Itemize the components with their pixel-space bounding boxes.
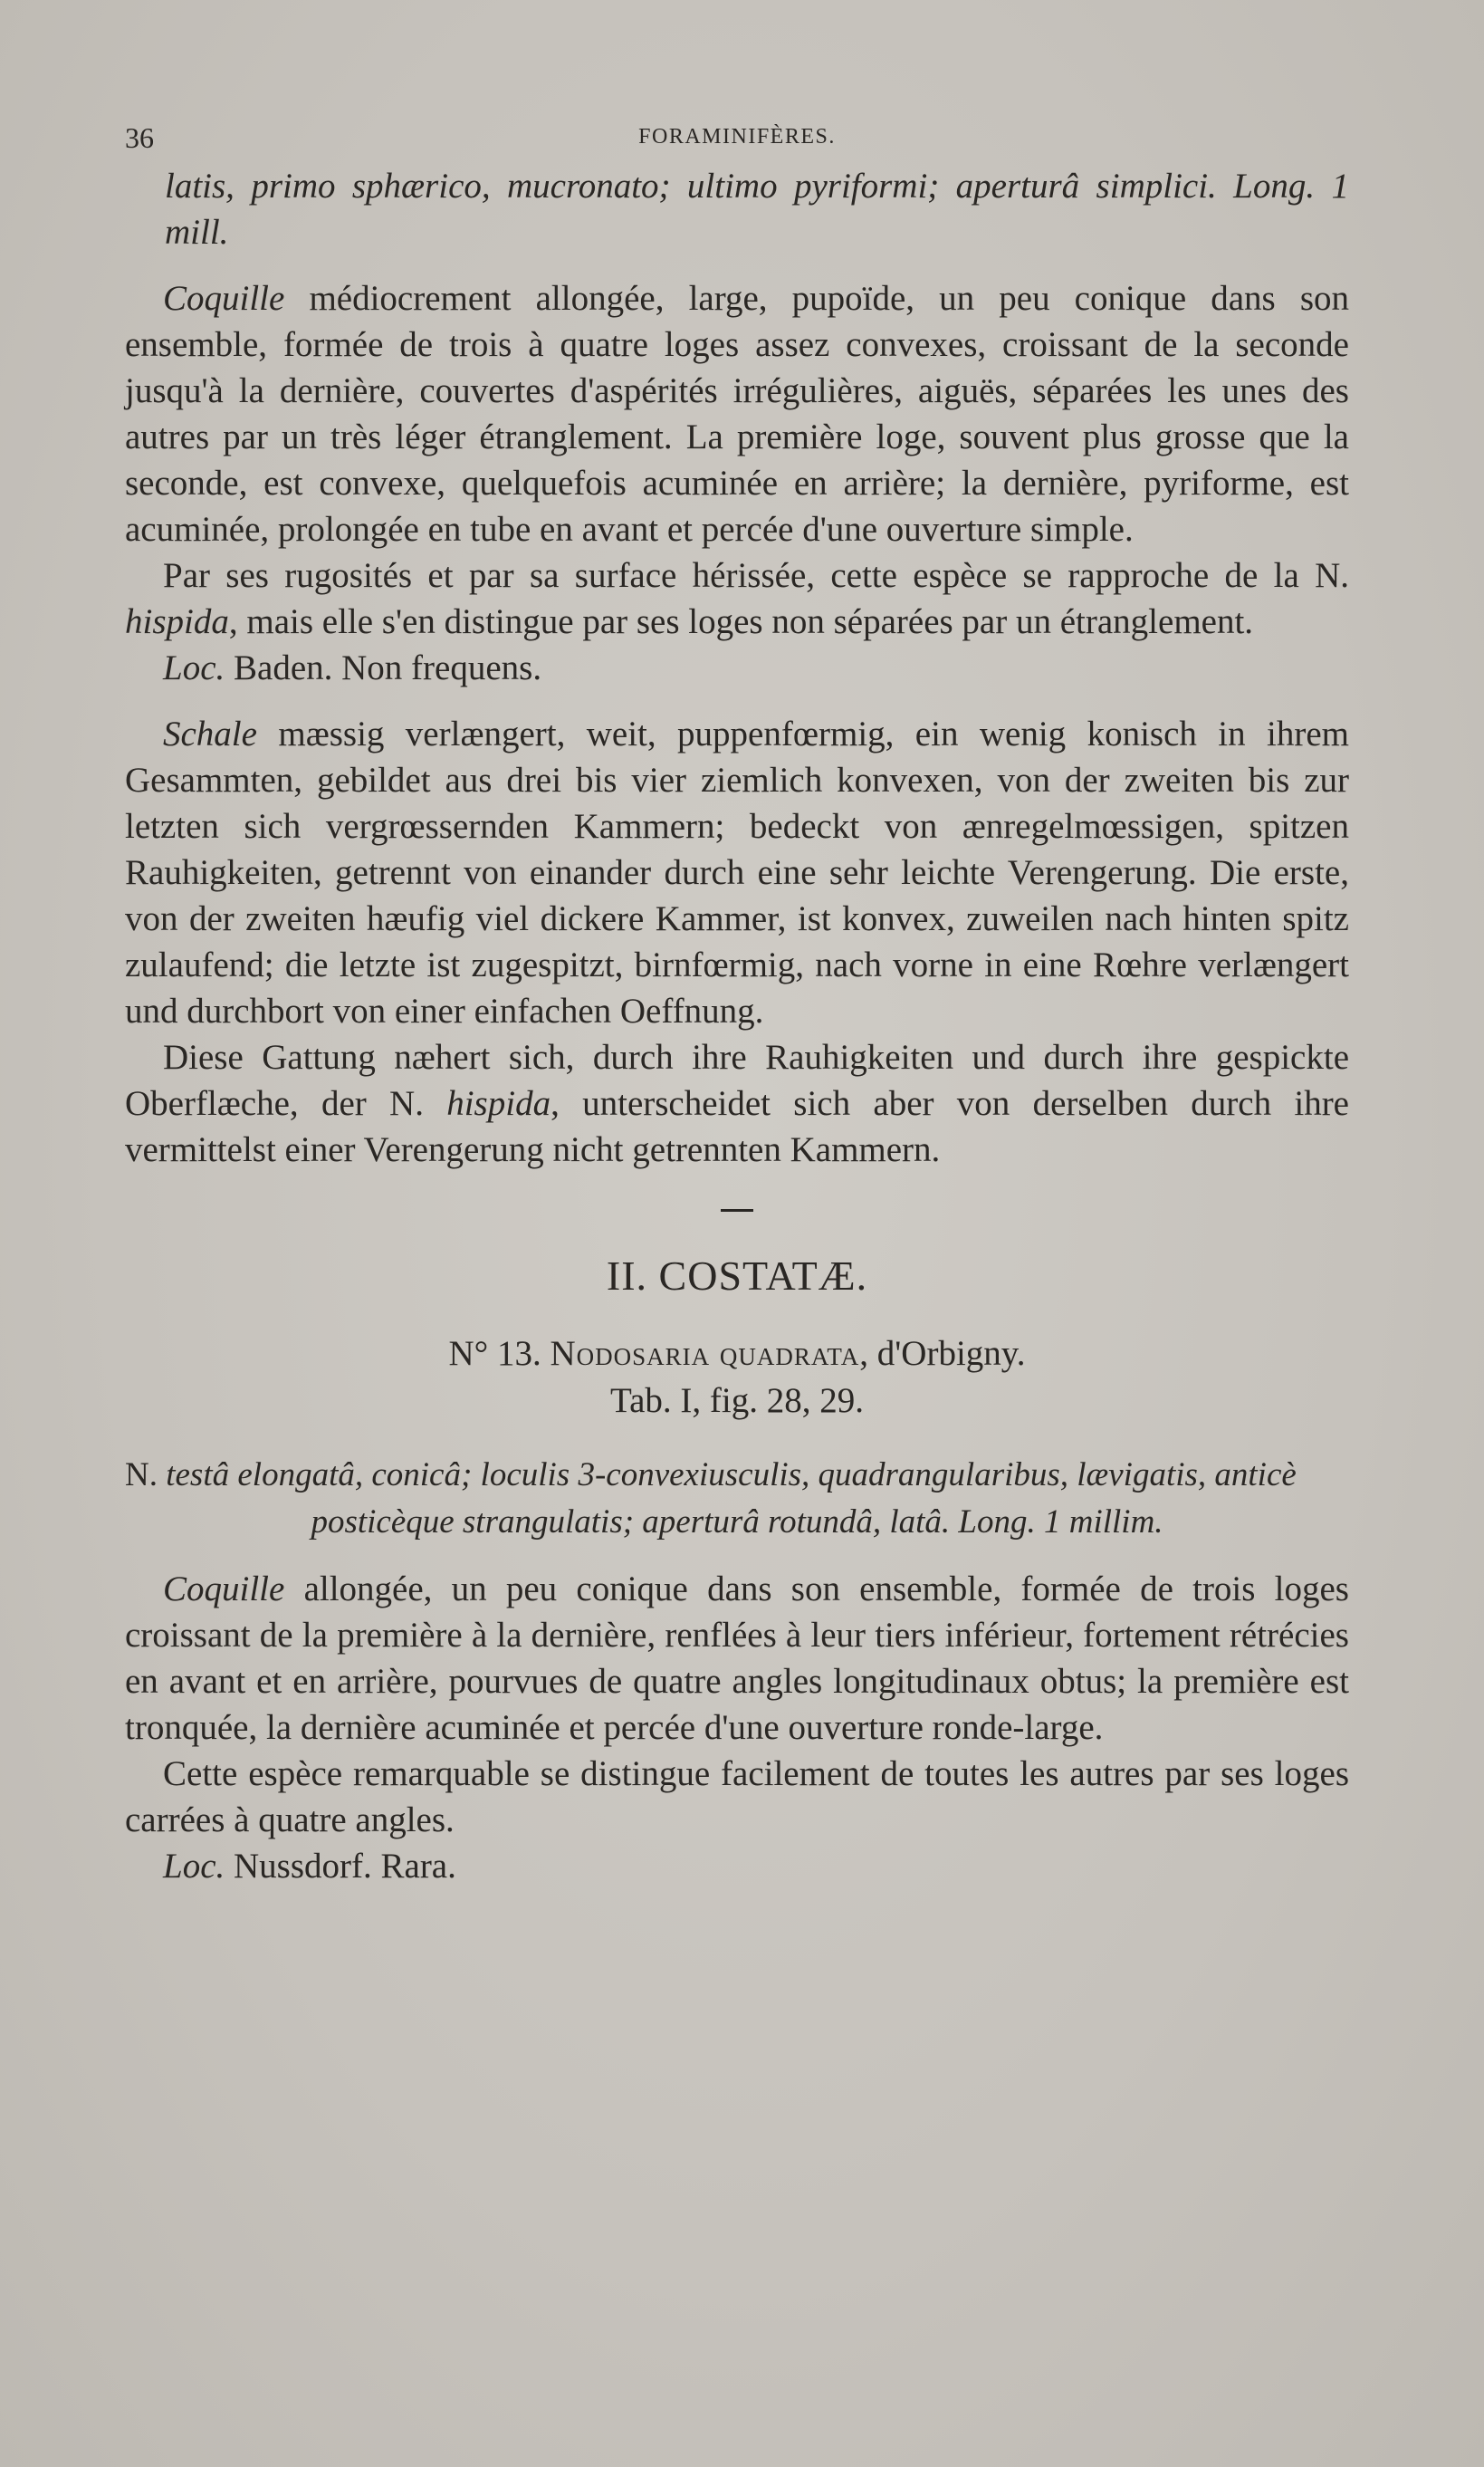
german-description-1	[125, 711, 1349, 1034]
german-remark-1-text-a: Diese Gattung næhert sich, durch ihre Rauhigkeiten und durch ihre gespickte Oberflæche, der N.	[125, 1038, 1349, 1123]
french-description-2	[125, 1566, 1349, 1751]
page-number: 36	[125, 121, 154, 154]
species-name: Nodosaria quadrata	[550, 1334, 860, 1373]
locality-2	[125, 1843, 1349, 1889]
latin-diagnosis-continued: latis, primo sphærico, mucronato; ultimo pyriformi; aperturâ simplici. Long. 1 mill.	[165, 167, 1349, 252]
locality-1	[125, 645, 1349, 691]
german-description-1-label: Schale	[163, 715, 257, 754]
french-description-2-text: allongée, un peu conique dans son ensemble, formée de trois loges croissant de la première à la dernière, renflées à leur tiers inférieur, fortement rétrécies en avant et en arrière, pourvues de quatre angles longitudinaux obtus; la première est tronquée, la dernière acuminée et percée d'une ouverture ronde-large.	[125, 1569, 1349, 1747]
german-remark-1	[125, 1034, 1349, 1173]
french-description-1-label: Coquille	[163, 279, 285, 318]
french-description-2-label: Coquille	[163, 1569, 285, 1608]
species-author: , d'Orbigny.	[859, 1334, 1026, 1373]
text-column	[125, 118, 1349, 1889]
locality-1-label: Loc.	[163, 648, 225, 687]
plate-reference: Tab. I, fig. 28, 29.	[610, 1381, 864, 1420]
latin-diagnosis-2-line2: posticèque strangulatis; aperturâ rotundâ, latâ. Long. 1 millim.	[311, 1503, 1163, 1541]
locality-2-label: Loc.	[163, 1847, 225, 1886]
german-description-1-text: mæssig verlængert, weit, puppenfœrmig, ein wenig konisch in ihrem Gesammten, gebildet aus drei bis vier ziemlich konvexen, von der zweiten bis zur letzten sich vergrœssernden Kammern; bedeckt von ænregelmœssigen, spitzen Rauhigkeiten, getrennt von einander durch eine sehr leichte Verengerung. Die erste, von der zweiten hæufig viel dickere Kammer, ist konvex, zuweilen nach hinten spitz zulaufend; die letzte ist zugespitzt, birnfœrmig, nach vorne in eine Rœhre verlængert und durchbort von einer einfachen Oeffnung.	[125, 715, 1349, 1031]
species-name-line	[125, 1330, 1349, 1377]
latin-diagnosis-2-line1: testâ elongatâ, conicâ; loculis 3-convexiusculis, quadrangularibus, lævigatis, anticè	[157, 1456, 1297, 1493]
latin-diagnosis-2	[125, 1452, 1349, 1546]
locality-1-text: Baden. Non frequens.	[225, 648, 542, 687]
species-heading	[125, 1330, 1349, 1425]
german-remark-1-text-b: , unterscheidet sich aber von derselben durch ihre vermittelst einer Verengerung nicht getrennten Kammern.	[125, 1084, 1349, 1169]
french-remark-1	[125, 552, 1349, 645]
french-remark-1-species: hispida	[125, 602, 229, 641]
french-description-1	[125, 275, 1349, 552]
section-title: II. COSTATÆ.	[606, 1253, 868, 1299]
german-remark-1-species: hispida	[446, 1084, 551, 1123]
french-remark-1-text-b: , mais elle s'en distingue par ses loges non séparées par un étranglement.	[228, 602, 1254, 641]
species-number: N° 13.	[448, 1334, 541, 1373]
locality-2-text: Nussdorf. Rara.	[225, 1847, 456, 1886]
section-divider	[721, 1209, 753, 1212]
running-head: FORAMINIFÈRES.	[638, 125, 836, 149]
page-header	[125, 118, 1349, 158]
french-remark-2: Cette espèce remarquable se distingue facilement de toutes les autres par ses loges carrées à quatre angles.	[125, 1754, 1349, 1839]
french-remark-1-text-a: Par ses rugosités et par sa surface hérissée, cette espèce se rapproche de la N.	[163, 556, 1349, 595]
french-description-1-text: médiocrement allongée, large, pupoïde, un peu conique dans son ensemble, formée de trois à quatre loges assez convexes, croissant de la seconde jusqu'à la dernière, couvertes d'aspérités irrégulières, aiguës, séparées les unes des autres par un très léger étranglement. La première loge, souvent plus grosse que la seconde, est convexe, quelquefois acuminée en arrière; la dernière, pyriforme, est acuminée, prolongée en tube en avant et percée d'une ouverture simple.	[125, 279, 1349, 549]
latin-diagnosis-2-lead: N.	[125, 1456, 158, 1493]
